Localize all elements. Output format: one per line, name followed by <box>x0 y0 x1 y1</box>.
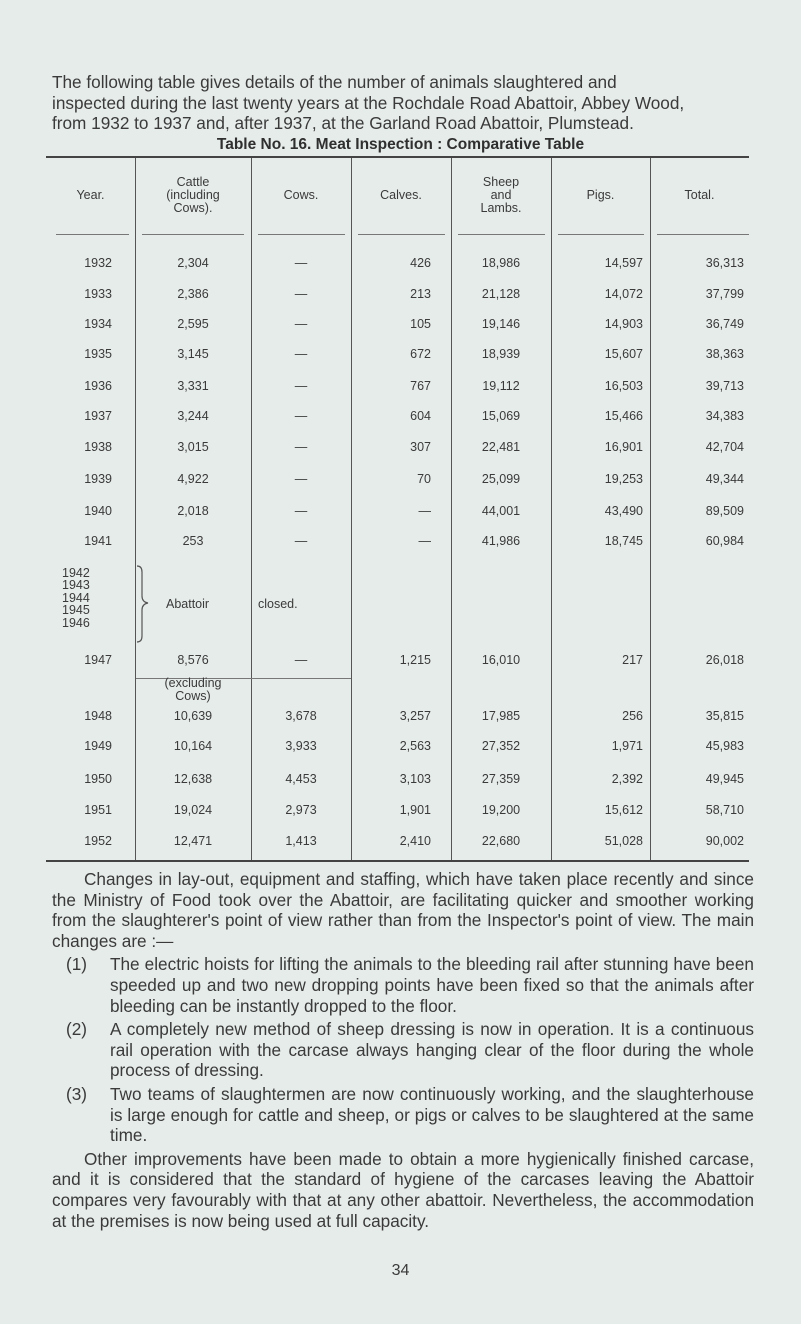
cell-pigs: 14,597 <box>604 256 643 270</box>
comparative-table <box>46 156 749 861</box>
cell-pigs: 18,745 <box>604 534 643 548</box>
header-underline <box>142 234 244 235</box>
body-text <box>52 869 754 1231</box>
cell-calves: 1,215 <box>399 653 431 667</box>
cell-cattle: 12,638 <box>173 772 213 786</box>
cell-total: 49,344 <box>705 472 744 486</box>
cell-cows: 4,453 <box>285 772 317 786</box>
cell-cattle: 3,244 <box>177 409 209 423</box>
cell-year: 1938 <box>84 440 112 454</box>
cell-year: 1934 <box>84 317 112 331</box>
cell-cows: — <box>294 534 308 548</box>
cell-sheep: 27,352 <box>481 739 521 753</box>
intro-line: from 1932 to 1937 and, after 1937, at the Garland Road Abattoir, Plumstead. <box>52 113 634 133</box>
list-text: The electric hoists for lifting the animals to the bleeding rail after stunning have been speeded up and two new dropping points have been fixed so that the animals after bleeding can be instantly dropped to the floor. <box>110 954 754 1016</box>
cell-cattle: 3,015 <box>177 440 209 454</box>
cell-pigs: 19,253 <box>604 472 643 486</box>
cell-sheep: 44,001 <box>481 504 521 518</box>
cell-pigs: 15,466 <box>604 409 643 423</box>
cell-cattle: 4,922 <box>177 472 209 486</box>
header-underline <box>657 234 749 235</box>
header-calves: Calves. <box>380 187 422 202</box>
closed-years: 1942 1943 1944 1945 1946 <box>62 566 90 630</box>
cell-calves: 213 <box>410 287 431 301</box>
cell-cattle: 2,595 <box>177 317 209 331</box>
cell-cows: — <box>294 317 308 331</box>
header-pigs: Pigs. <box>586 187 615 202</box>
cell-cattle: 12,471 <box>173 834 213 848</box>
cell-sheep: 17,985 <box>481 709 521 723</box>
list-text: A completely new method of sheep dressing is now in operation. It is a continuous rail operation with the carcase always hanging clear of the floor during the whole process of dressing. <box>110 1019 754 1081</box>
cell-total: 60,984 <box>705 534 744 548</box>
closed-label: Abattoir <box>166 597 210 611</box>
body-paragraph: Other improvements have been made to obtain a more hygienically finished carcase, and it is considered that the standard of hygiene of the carcases leaving the Abattoir compares very favourably with that at any other abattoir. Nevertheless, the accommodation at the premises is now being used at full capacity. <box>52 1148 754 1231</box>
header-year: Year. <box>76 187 105 202</box>
cell-total: 26,018 <box>705 653 744 667</box>
cell-pigs: 16,901 <box>604 440 643 454</box>
body-paragraph: Changes in lay-out, equipment and staffing, which have taken place recently and since the Ministry of Food took over the Abattoir, are facilitating quicker and smoother working from the slaughterer's point of view rather than from the Inspector's point of view. The main changes are :— <box>52 869 754 951</box>
excluding-note: (excluding Cows) <box>164 676 222 703</box>
cell-cattle: 19,024 <box>173 803 213 817</box>
cell-total: 42,704 <box>705 440 744 454</box>
cell-total: 35,815 <box>705 709 744 723</box>
cell-calves: 604 <box>410 409 431 423</box>
list-item <box>52 954 754 1016</box>
header-underline <box>558 234 644 235</box>
cell-total: 49,945 <box>705 772 744 786</box>
cell-year: 1950 <box>84 772 112 786</box>
cell-sheep: 27,359 <box>481 772 521 786</box>
cell-cows: — <box>294 347 308 361</box>
cell-sheep: 41,986 <box>481 534 521 548</box>
cell-total: 36,313 <box>705 256 744 270</box>
cell-year: 1935 <box>84 347 112 361</box>
cell-cattle: 3,331 <box>177 379 209 393</box>
cell-cows: — <box>294 256 308 270</box>
cell-year: 1940 <box>84 504 112 518</box>
intro-line: The following table gives details of the number of animals slaughtered and <box>52 72 617 92</box>
closed-label: closed. <box>258 597 298 611</box>
header-underline <box>258 234 345 235</box>
header-cattle: Cattle (including Cows). <box>166 174 220 215</box>
table-bottom-rule <box>46 860 749 862</box>
cell-calves: — <box>418 504 431 518</box>
cell-cows: 2,973 <box>285 803 317 817</box>
header-sheep: Sheep and Lambs. <box>480 174 522 215</box>
cell-year: 1951 <box>84 803 112 817</box>
cell-calves: 70 <box>417 472 431 486</box>
list-number: (3) <box>66 1083 88 1104</box>
cell-total: 34,383 <box>705 409 744 423</box>
header-underline <box>56 234 129 235</box>
cell-year: 1936 <box>84 379 112 393</box>
cell-sheep: 19,112 <box>482 379 520 393</box>
cell-sheep: 18,986 <box>481 256 521 270</box>
cell-pigs: 1,971 <box>611 739 643 753</box>
cell-total: 39,713 <box>705 379 744 393</box>
cell-total: 37,799 <box>705 287 744 301</box>
cell-sheep: 19,200 <box>481 803 521 817</box>
cell-cows: — <box>294 504 308 518</box>
cell-pigs: 256 <box>622 709 643 723</box>
intro-paragraph <box>52 72 752 134</box>
table-caption: Table No. 16. Meat Inspection : Comparative Table <box>216 136 585 153</box>
cell-cattle: 10,639 <box>173 709 213 723</box>
cell-sheep: 21,128 <box>481 287 521 301</box>
cell-total: 89,509 <box>705 504 744 518</box>
cell-pigs: 15,607 <box>604 347 643 361</box>
header-underline <box>358 234 445 235</box>
cell-pigs: 14,903 <box>604 317 643 331</box>
cell-sheep: 15,069 <box>481 409 521 423</box>
cell-total: 38,363 <box>705 347 744 361</box>
cell-calves: 3,257 <box>399 709 431 723</box>
cell-cows: 1,413 <box>285 834 317 848</box>
cell-pigs: 16,503 <box>604 379 643 393</box>
cell-sheep: 19,146 <box>481 317 521 331</box>
brace-icon <box>134 564 160 644</box>
cell-total: 90,002 <box>705 834 744 848</box>
cell-calves: 307 <box>410 440 431 454</box>
cell-cattle: 253 <box>182 534 204 548</box>
cell-cattle: 2,386 <box>177 287 209 301</box>
cell-pigs: 51,028 <box>604 834 643 848</box>
list-item <box>52 1019 754 1081</box>
cell-year: 1937 <box>84 409 112 423</box>
cell-year: 1952 <box>84 834 112 848</box>
cell-pigs: 2,392 <box>611 772 643 786</box>
cell-calves: 1,901 <box>399 803 431 817</box>
cell-pigs: 217 <box>622 653 643 667</box>
cell-year: 1932 <box>84 256 112 270</box>
list-text: Two teams of slaughtermen are now continuously working, and the slaughterhouse is large enough for cattle and sheep, or pigs or calves to be slaughtered at the same time. <box>110 1083 754 1146</box>
cell-total: 45,983 <box>705 739 744 753</box>
cell-year: 1941 <box>84 534 112 548</box>
cell-sheep: 25,099 <box>481 472 521 486</box>
cell-cows: 3,933 <box>285 739 317 753</box>
header-total: Total. <box>684 187 715 202</box>
cell-cows: — <box>294 472 308 486</box>
cell-sheep: 18,939 <box>481 347 521 361</box>
cell-cows: — <box>294 287 308 301</box>
cell-sheep: 22,481 <box>481 440 521 454</box>
cell-calves: 2,410 <box>399 834 431 848</box>
cell-calves: 2,563 <box>399 739 431 753</box>
header-cows: Cows. <box>283 187 319 202</box>
intro-line: inspected during the last twenty years at the Rochdale Road Abattoir, Abbey Wood, <box>52 92 685 113</box>
cell-cows: 3,678 <box>285 709 317 723</box>
cell-cattle: 10,164 <box>173 739 213 753</box>
list-number: (2) <box>66 1019 88 1040</box>
cell-cattle: 8,576 <box>177 653 209 667</box>
cell-calves: 767 <box>410 379 431 393</box>
cell-year: 1949 <box>84 739 112 753</box>
cell-year: 1939 <box>84 472 112 486</box>
cell-cows: — <box>294 653 308 667</box>
cell-year: 1933 <box>84 287 112 301</box>
cell-total: 58,710 <box>705 803 744 817</box>
cell-cows: — <box>294 409 308 423</box>
cell-cattle: 2,304 <box>177 256 209 270</box>
cell-pigs: 43,490 <box>604 504 643 518</box>
cell-calves: 426 <box>410 256 431 270</box>
cell-year: 1948 <box>84 709 112 723</box>
cell-cattle: 2,018 <box>177 504 209 518</box>
cell-pigs: 15,612 <box>604 803 643 817</box>
cell-sheep: 22,680 <box>481 834 521 848</box>
cell-calves: — <box>418 534 431 548</box>
cell-pigs: 14,072 <box>604 287 643 301</box>
list-number: (1) <box>66 954 88 975</box>
header-underline <box>458 234 545 235</box>
cell-cows: — <box>294 379 308 393</box>
cell-year: 1947 <box>84 653 112 667</box>
cell-total: 36,749 <box>705 317 744 331</box>
cell-sheep: 16,010 <box>481 653 521 667</box>
page-number: 34 <box>391 1262 410 1279</box>
list-item <box>52 1084 754 1146</box>
cell-cattle: 3,145 <box>177 347 209 361</box>
cell-calves: 105 <box>410 317 431 331</box>
cell-cows: — <box>294 440 308 454</box>
cell-calves: 3,103 <box>399 772 431 786</box>
cell-calves: 672 <box>410 347 431 361</box>
